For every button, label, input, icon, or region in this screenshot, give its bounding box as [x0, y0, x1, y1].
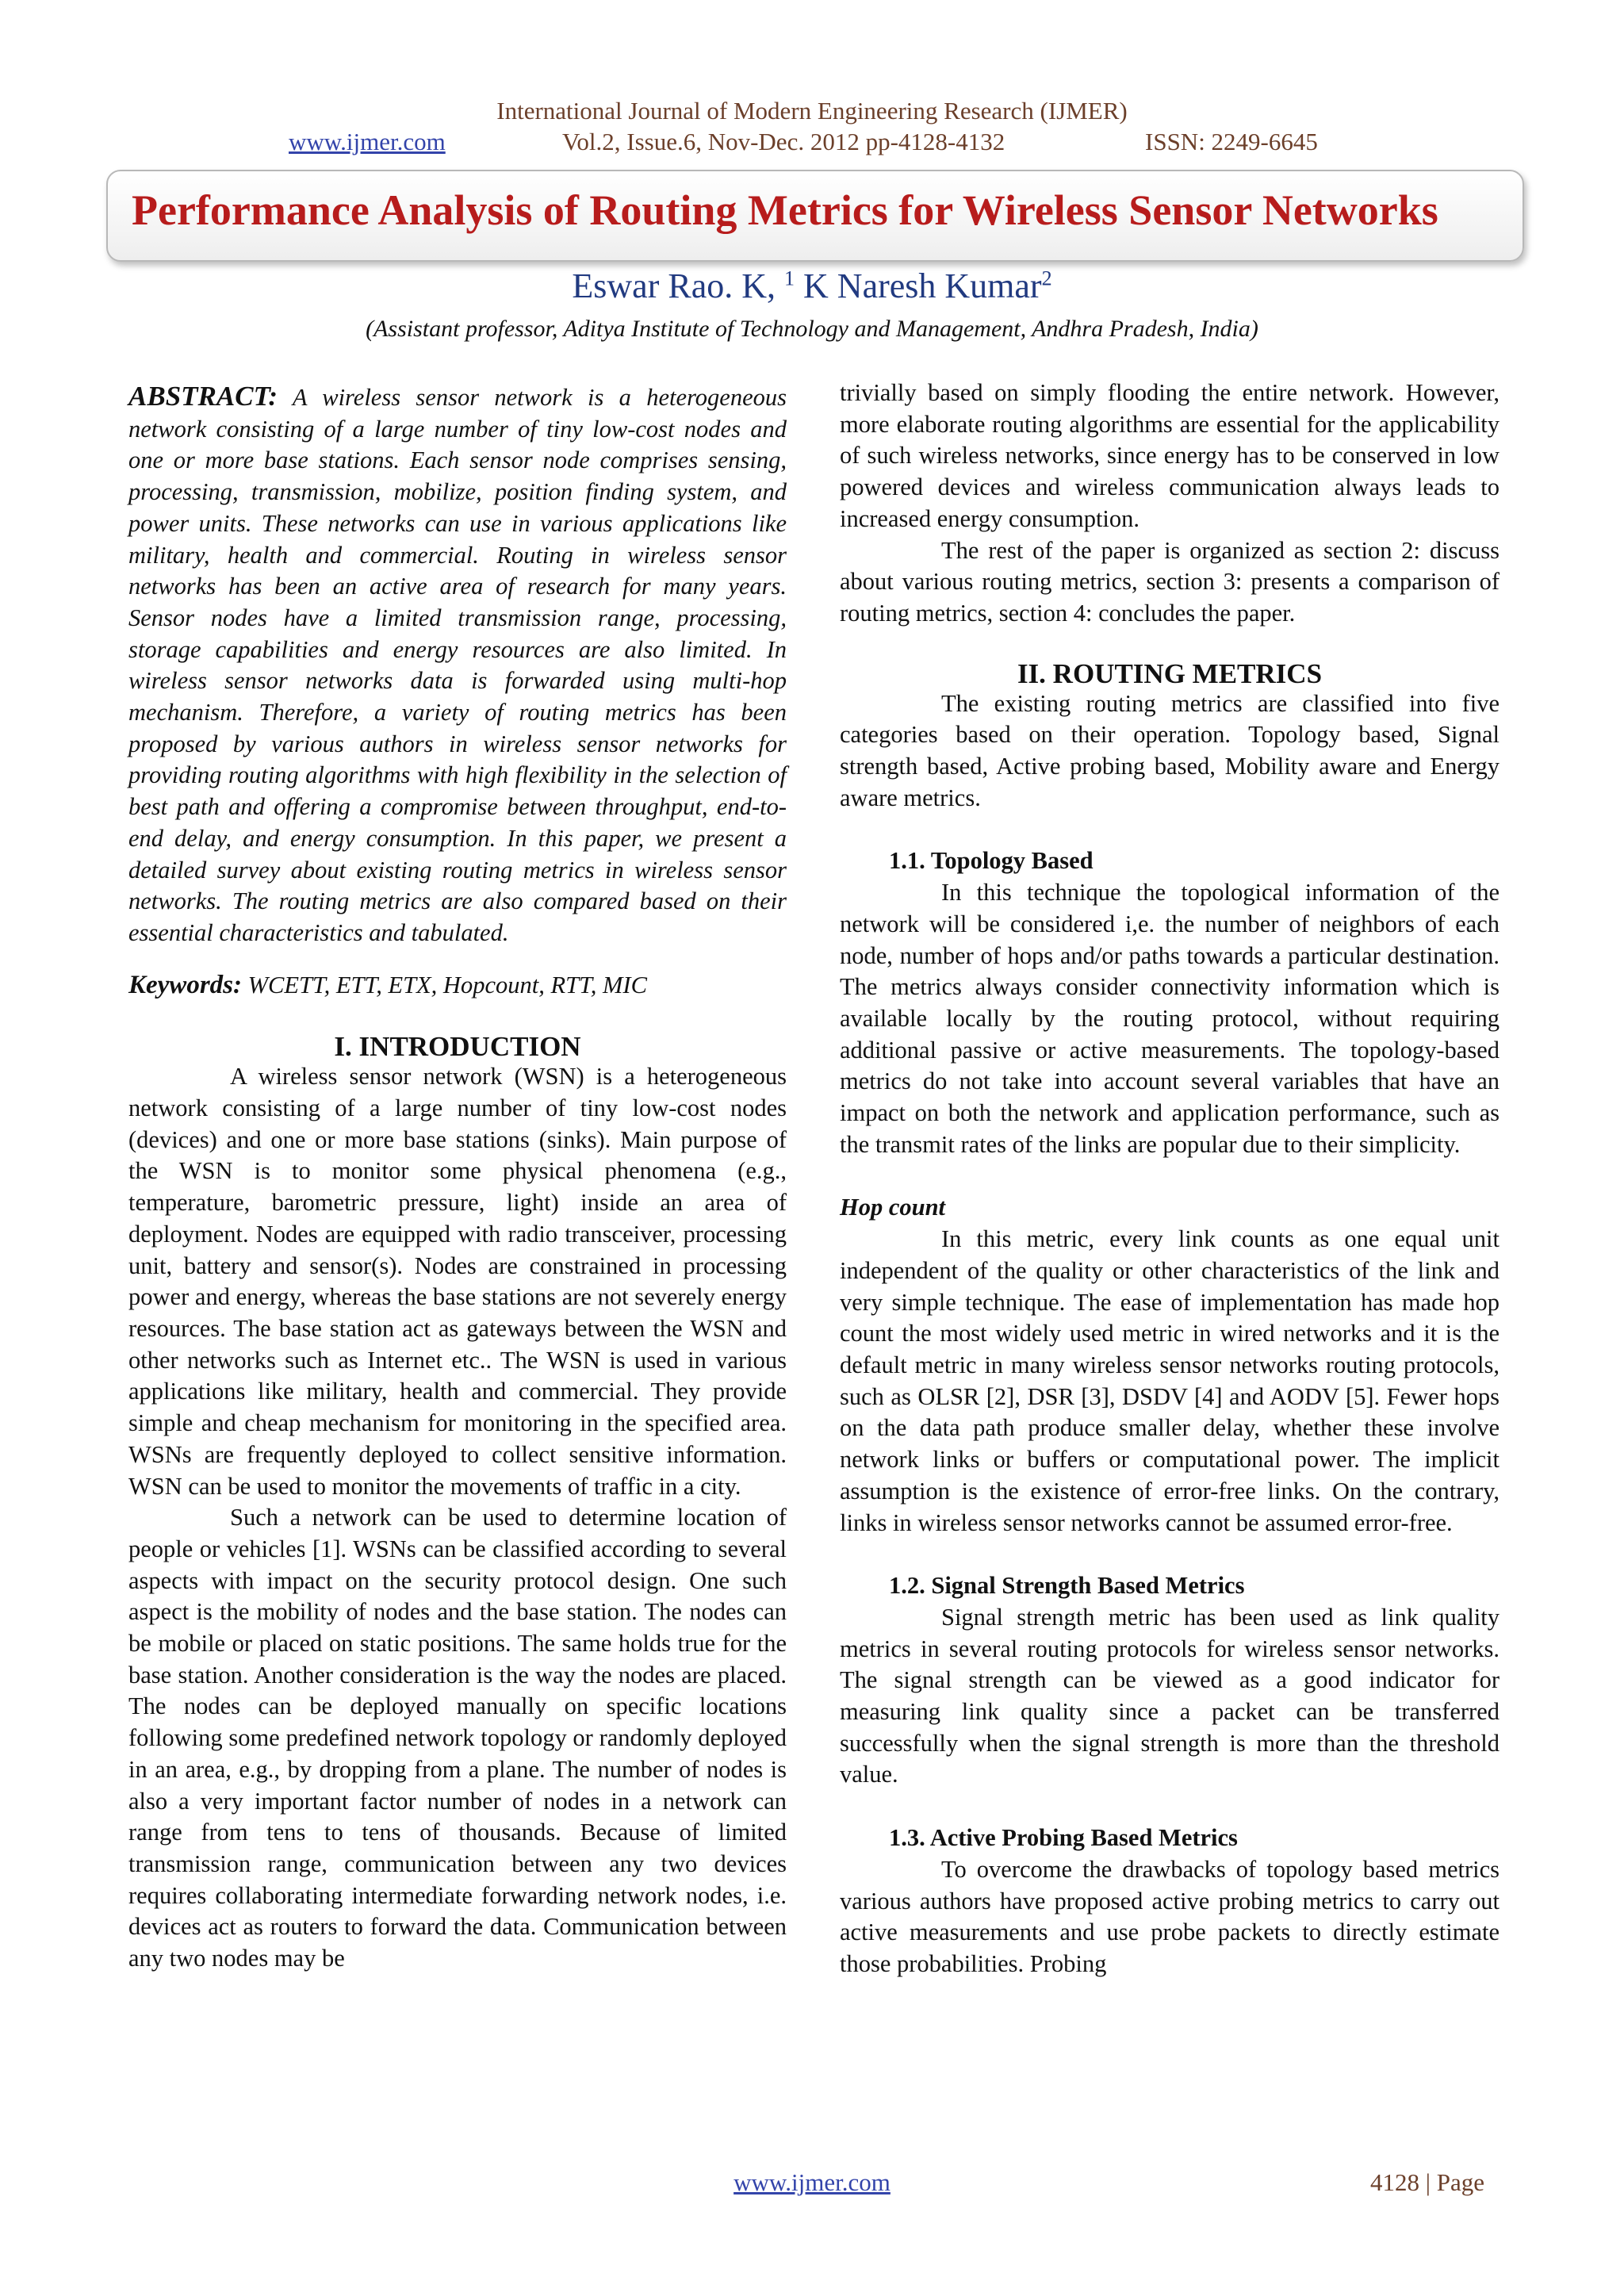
subsection-heading-topology-based: 1.1. Topology Based: [889, 847, 1094, 875]
author-2-sup: 2: [1041, 266, 1052, 290]
author-2: K Naresh Kumar: [803, 266, 1042, 305]
intro-paragraph-3: trivially based on simply flooding the entire network. However, more elaborate routing algorithms are essential for the applicability of such wireless networks, since energy has to be conserved in low powered devices and wireless communication always leads to increased energy consumption.: [840, 379, 1500, 532]
abstract: [128, 381, 787, 949]
topology-based-paragraph: In this technique the topological information of the network will be considered i,e. the number of neighbors of each node, number of hops and/or paths towards a particular destination. The metrics always consider connectivity information which is available locally by the routing protocol, without requiring additional passive or active measurements. The topology-based metrics do not take into account several variables that have an impact on both the network and application performance, such as the transmit rates of the links are popular due to their simplicity.: [840, 879, 1500, 1158]
keywords-label: Keywords:: [128, 970, 242, 999]
section-heading-routing-metrics: II. ROUTING METRICS: [1017, 657, 1323, 689]
hop-count-paragraph: In this metric, every link counts as one equal unit independent of the quality or other characteristics of the link and very simple technique. The ease of implementation has made hop count the most widely used metric in wired networks and it is the default metric in many wireless sensor networks routing protocols, such as OLSR [2], DSR [3], DSDV [4] and AODV [5]. Fewer hops on the data path produce smaller delay, whether these involve network links or buffers or computational power. The implicit assumption is the existence of error-free links. On the contrary, links in wireless sensor networks cannot be assumed error-free.: [840, 1225, 1500, 1536]
left-column: [128, 381, 787, 1975]
abstract-text: A wireless sensor network is a heterogeneous network consisting of a large number of tiny low-cost nodes and one or more base stations. Each sensor node comprises sensing, processing, transmission, mobilize, position finding system, and power units. These networks can use in various applications like military, health and commercial. Routing in wireless sensor networks has been an active area of research for many years. Sensor nodes have a limited transmission range, processing, storage capabilities and energy resources are also limited. In wireless sensor networks data is forwarded using multi-hop mechanism. Therefore, a variety of routing metrics has been proposed by various authors in wireless sensor networks for providing routing algorithms with high flexibility in the selection of best path and offering a compromise between throughput, end-to-end delay, and energy consumption. In this paper, we present a detailed survey about existing routing metrics in wireless sensor networks. The routing metrics are also compared based on their essential characteristics and tabulated.: [128, 384, 787, 946]
routing-intro-paragraph: The existing routing metrics are classified into five categories based on their operation. Topology based, Signal strength based, Active probing based, Mobility aware and Energy aware metrics.: [840, 689, 1500, 811]
author-line: [0, 266, 1624, 306]
author-1-sup: 1: [784, 266, 795, 290]
affiliation: (Assistant professor, Aditya Institute of Technology and Management, Andhra Pradesh, India): [366, 316, 1258, 342]
keywords: [128, 970, 787, 1002]
signal-strength-paragraph: Signal strength metric has been used as link quality metrics in several routing protocols for wireless sensor networks. The signal strength can be viewed as a good indicator for measuring link quality since a packet can be transferred successfully when the signal strength is more than the threshold value.: [840, 1603, 1500, 1788]
intro-paragraph-1: A wireless sensor network (WSN) is a heterogeneous network consisting of a large number of tiny low-cost nodes (devices) and one or more base stations (sinks). Main purpose of the WSN is to monitor some physical phenomena (e.g., temperature, barometric pressure, light) inside an area of deployment. Nodes are equipped with radio transceiver, processing unit, battery and sensor(s). Nodes are constrained in processing power and energy, whereas the base stations are not severely energy resources. The base station act as gateways between the WSN and other networks such as Internet etc.. The WSN is used in various applications like military, health and commercial. They provide simple and cheap mechanism for monitoring in the specified area. WSNs are frequently deployed to collect sensitive information. WSN can be used to monitor the movements of traffic in a city.: [128, 1063, 787, 1500]
keywords-text: WCETT, ETT, ETX, Hopcount, RTT, MIC: [247, 971, 647, 999]
subsection-heading-signal-strength: 1.2. Signal Strength Based Metrics: [889, 1572, 1245, 1600]
abstract-label: ABSTRACT:: [128, 381, 278, 412]
intro-paragraph-4: The rest of the paper is organized as section 2: discuss about various routing metrics, section 3: presents a comparison of routing metrics, section 4: concludes the paper.: [840, 536, 1500, 627]
footer-page-number: 4128 | Page: [1370, 2168, 1484, 2196]
header-issn: ISSN: 2249-6645: [1145, 128, 1318, 155]
subsection-heading-hop-count: Hop count: [840, 1194, 946, 1221]
journal-name: International Journal of Modern Engineering Research (IJMER): [496, 97, 1128, 125]
header-website-link[interactable]: www.ijmer.com: [289, 128, 446, 155]
active-probing-paragraph: To overcome the drawbacks of topology based metrics various authors have proposed active probing metrics to carry out active measurements and use probe packets to directly estimate those probabilities. Probing: [840, 1855, 1500, 1977]
author-1: Eswar Rao. K,: [572, 266, 776, 305]
right-column: [840, 378, 1500, 1980]
footer-website-link[interactable]: www.ijmer.com: [733, 2168, 891, 2196]
paper-title: Performance Analysis of Routing Metrics for Wireless Sensor Networks: [132, 186, 1438, 234]
header-volume: Vol.2, Issue.6, Nov-Dec. 2012 pp-4128-4132: [562, 128, 1005, 155]
intro-paragraph-2: Such a network can be used to determine location of people or vehicles [1]. WSNs can be classified according to several aspects with impact on the security protocol design. One such aspect is the mobility of nodes and the base station. The nodes can be mobile or placed on static positions. The same holds true for the base station. Another consideration is the way the nodes are placed. The nodes can be deployed manually on specific locations following some predefined network topology or randomly deployed in an area, e.g., by dropping from a plane. The number of nodes is also a very important factor number of nodes in a network can range from tens to tens of thousands. Because of limited transmission range, communication between any two devices requires collaborating intermediate forwarding network nodes, i.e. devices act as routers to forward the data. Communication between any two nodes may be: [128, 1504, 787, 1972]
subsection-heading-active-probing: 1.3. Active Probing Based Metrics: [889, 1824, 1238, 1852]
section-heading-introduction: I. INTRODUCTION: [334, 1031, 581, 1063]
